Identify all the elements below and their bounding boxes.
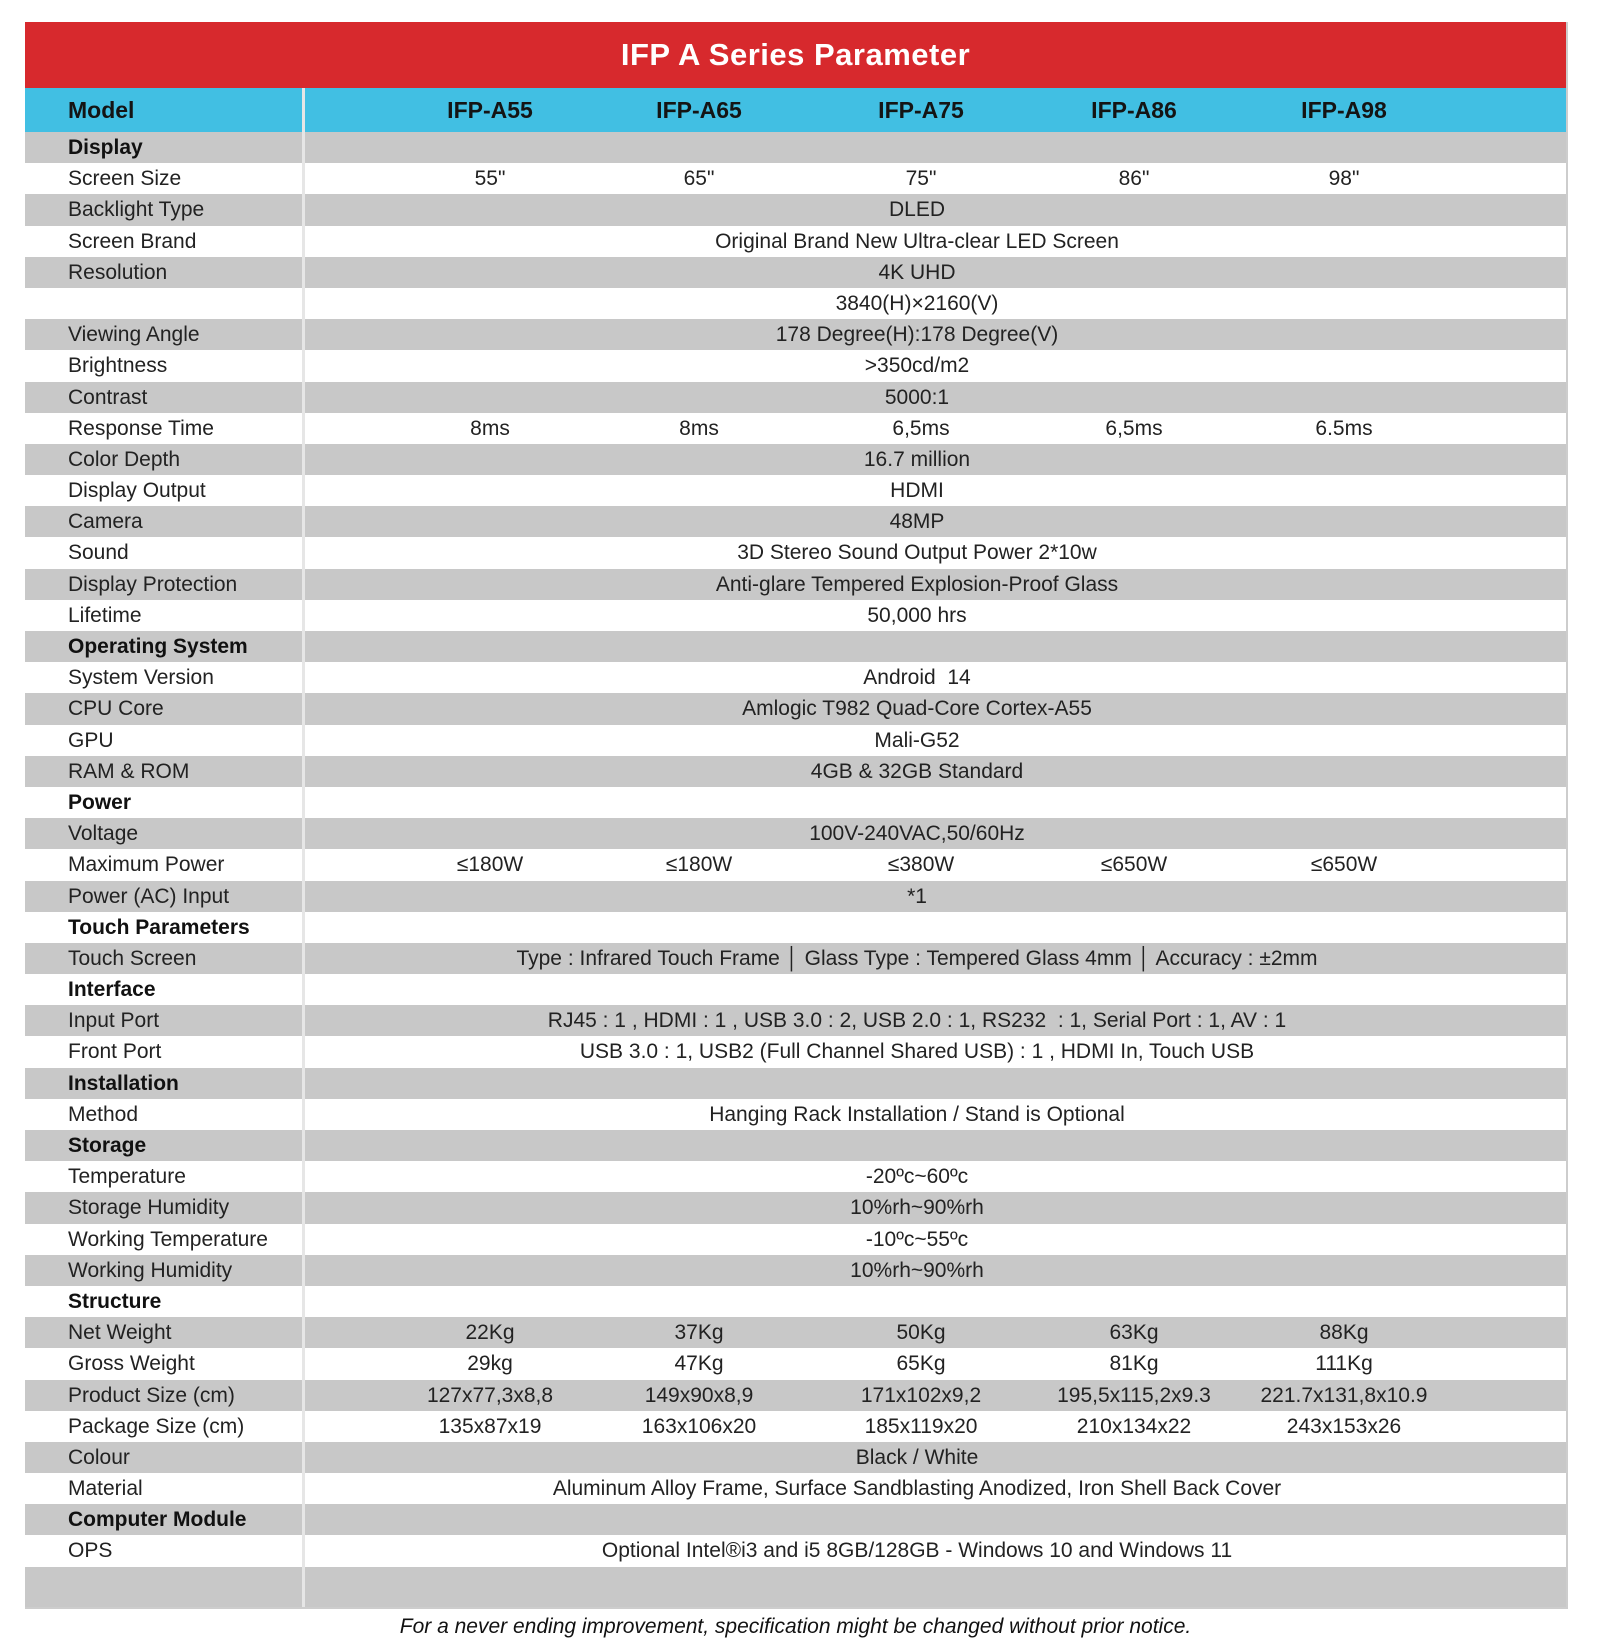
table-row xyxy=(25,1411,1566,1442)
section-row xyxy=(25,631,1566,662)
row-value-col1: 22Kg xyxy=(465,1321,515,1345)
row-value: HDMI xyxy=(890,479,944,503)
table-row xyxy=(25,693,1566,724)
row-label: Lifetime xyxy=(68,603,142,627)
row-label: Net Weight xyxy=(68,1321,172,1345)
row-value: Optional Intel®i3 and i5 8GB/128GB - Windows 10 and Windows 11 xyxy=(601,1539,1233,1563)
row-label: Material xyxy=(68,1477,143,1501)
row-value-col5: 88Kg xyxy=(1319,1321,1369,1345)
row-value: 4GB & 32GB Standard xyxy=(810,759,1024,783)
row-label: Method xyxy=(68,1102,139,1126)
table-row xyxy=(25,600,1566,631)
table-row xyxy=(25,1317,1566,1348)
row-value-col4: ≤650W xyxy=(1100,853,1168,877)
row-value-col2: 8ms xyxy=(679,416,719,440)
table-row xyxy=(25,1442,1566,1473)
row-value-col5: 6.5ms xyxy=(1315,416,1373,440)
table-row xyxy=(25,1161,1566,1192)
row-label: Working Humidity xyxy=(68,1258,233,1282)
table-row xyxy=(25,194,1566,225)
row-value-col2: 65" xyxy=(683,167,715,191)
row-label: Backlight Type xyxy=(68,198,205,222)
model-header-a86: IFP-A86 xyxy=(1091,97,1177,123)
row-value-col2: 37Kg xyxy=(674,1321,724,1345)
row-label: Contrast xyxy=(68,385,148,409)
model-header-a55: IFP-A55 xyxy=(447,97,533,123)
table-row xyxy=(25,1224,1566,1255)
row-label: Structure xyxy=(68,1289,162,1313)
row-value-col4: 210x134x22 xyxy=(1076,1414,1192,1438)
table-row xyxy=(25,569,1566,600)
row-label: Temperature xyxy=(68,1165,186,1189)
table-row xyxy=(25,1255,1566,1286)
row-label: Package Size (cm) xyxy=(68,1414,245,1438)
model-header-row xyxy=(25,88,1566,132)
section-row xyxy=(25,974,1566,1005)
row-label: Front Port xyxy=(68,1040,162,1064)
row-value: USB 3.0 : 1, USB2 (Full Channel Shared USB) : 1 , HDMI In, Touch USB xyxy=(579,1040,1255,1064)
row-value-col3: 185x119x20 xyxy=(864,1414,978,1438)
row-value: 5000:1 xyxy=(884,385,950,409)
model-header-a75: IFP-A75 xyxy=(878,97,964,123)
row-label: CPU Core xyxy=(68,697,164,721)
row-value: Black / White xyxy=(855,1445,979,1469)
table-row xyxy=(25,725,1566,756)
row-label: Product Size (cm) xyxy=(68,1383,235,1407)
row-label: Working Temperature xyxy=(68,1227,268,1251)
row-value: RJ45 : 1 , HDMI : 1 , USB 3.0 : 2, USB 2.0 : 1, RS232 : 1, Serial Port : 1, AV : 1 xyxy=(547,1009,1287,1033)
row-value: Mali-G52 xyxy=(874,728,960,752)
row-value-col4: 86" xyxy=(1118,167,1150,191)
row-label: Response Time xyxy=(68,416,214,440)
table-row xyxy=(25,413,1566,444)
row-value-col3: ≤380W xyxy=(887,853,955,877)
row-value-col5: 221.7x131,8x10.9 xyxy=(1260,1383,1428,1407)
table-row xyxy=(25,1192,1566,1223)
row-value: 3D Stereo Sound Output Power 2*10w xyxy=(737,541,1097,565)
footer-note: For a never ending improvement, specification might be changed without prior notice. xyxy=(399,1615,1192,1638)
model-column-header: Model xyxy=(68,97,135,123)
label-column-divider xyxy=(302,88,305,1607)
row-value-col2: 163x106x20 xyxy=(641,1414,757,1438)
row-value: 10%rh~90%rh xyxy=(850,1258,984,1282)
row-label: Touch Screen xyxy=(68,946,197,970)
row-value: Original Brand New Ultra-clear LED Screen xyxy=(715,229,1119,253)
row-value: 10%rh~90%rh xyxy=(850,1196,984,1220)
row-value-col3: 50Kg xyxy=(896,1321,946,1345)
row-value: 4K UHD xyxy=(878,260,956,284)
row-label: Viewing Angle xyxy=(68,323,200,347)
row-value-col1: 29kg xyxy=(467,1352,513,1376)
table-row xyxy=(25,1099,1566,1130)
table-row xyxy=(25,475,1566,506)
row-label: OPS xyxy=(68,1539,113,1563)
row-value-col3: 171x102x9,2 xyxy=(860,1383,982,1407)
table-row xyxy=(25,382,1566,413)
row-value: Anti-glare Tempered Explosion-Proof Glass xyxy=(715,572,1119,596)
table-row xyxy=(25,818,1566,849)
row-value-col4: 195,5x115,2x9.3 xyxy=(1057,1383,1211,1407)
row-label: Brightness xyxy=(68,354,168,378)
table-row xyxy=(25,1036,1566,1067)
spacer-row xyxy=(25,1567,1566,1607)
row-label: Sound xyxy=(68,541,129,565)
row-value-col3: 65Kg xyxy=(896,1352,946,1376)
row-value: 178 Degree(H):178 Degree(V) xyxy=(775,323,1059,347)
section-row xyxy=(25,1286,1566,1317)
section-row xyxy=(25,1068,1566,1099)
table-row xyxy=(25,537,1566,568)
row-label: Display xyxy=(68,136,143,159)
table-row xyxy=(25,849,1566,880)
row-label: Power (AC) Input xyxy=(68,884,230,908)
row-value-col4: 6,5ms xyxy=(1105,416,1163,440)
row-label: Input Port xyxy=(68,1009,160,1033)
row-value: 100V-240VAC,50/60Hz xyxy=(809,822,1025,846)
table-row xyxy=(25,163,1566,194)
table-row xyxy=(25,943,1566,974)
row-value-col5: 243x153x26 xyxy=(1286,1414,1402,1438)
row-value: Type : Infrared Touch Frame │ Glass Type : Tempered Glass 4mm │ Accuracy : ±2mm xyxy=(516,946,1318,970)
spec-rows xyxy=(25,132,1566,1607)
row-label: Screen Size xyxy=(68,167,182,191)
section-row xyxy=(25,787,1566,818)
table-row xyxy=(25,1380,1566,1411)
table-row xyxy=(25,257,1566,288)
row-label: Display Output xyxy=(68,479,206,503)
row-label: Colour xyxy=(68,1445,130,1469)
table-row xyxy=(25,1535,1566,1566)
row-value-col1: 55" xyxy=(474,167,506,191)
row-value: Aluminum Alloy Frame, Surface Sandblasting Anodized, Iron Shell Back Cover xyxy=(552,1477,1282,1501)
row-label: Color Depth xyxy=(68,447,181,471)
table-row xyxy=(25,881,1566,912)
row-label: Screen Brand xyxy=(68,229,197,253)
row-value: >350cd/m2 xyxy=(864,354,970,378)
row-label: System Version xyxy=(68,666,214,690)
row-value-col1: ≤180W xyxy=(456,853,524,877)
row-value: 48MP xyxy=(889,510,945,534)
row-label: GPU xyxy=(68,728,114,752)
row-value-col3: 75" xyxy=(905,167,937,191)
row-value: *1 xyxy=(907,884,927,908)
row-value-col1: 135x87x19 xyxy=(438,1414,542,1438)
row-value-col2: 47Kg xyxy=(674,1352,724,1376)
page-title: IFP A Series Parameter xyxy=(25,22,1566,88)
row-label: Interface xyxy=(68,978,156,1002)
row-value: DLED xyxy=(888,198,946,222)
table-row xyxy=(25,288,1566,319)
model-header-a98: IFP-A98 xyxy=(1301,97,1387,123)
row-value-col5: 98" xyxy=(1328,167,1360,191)
table-row xyxy=(25,1473,1566,1504)
row-label: Voltage xyxy=(68,822,139,846)
row-label: Maximum Power xyxy=(68,853,225,877)
table-row xyxy=(25,662,1566,693)
row-value: -10ºc~55ºc xyxy=(865,1227,969,1251)
row-label: Gross Weight xyxy=(68,1352,195,1376)
row-value-col1: 8ms xyxy=(470,416,510,440)
row-label: Camera xyxy=(68,510,143,534)
row-value-col3: 6,5ms xyxy=(892,416,950,440)
row-value: 16.7 million xyxy=(863,447,971,471)
table-row xyxy=(25,319,1566,350)
model-header-a65: IFP-A65 xyxy=(656,97,742,123)
row-label: Storage xyxy=(68,1134,147,1157)
row-value: Amlogic T982 Quad-Core Cortex-A55 xyxy=(742,697,1092,721)
row-value-col5: 111Kg xyxy=(1315,1352,1373,1376)
table-row xyxy=(25,444,1566,475)
row-label: Display Protection xyxy=(68,572,238,596)
table-row xyxy=(25,756,1566,787)
spec-table xyxy=(25,22,1568,1609)
row-value-col4: 81Kg xyxy=(1109,1352,1159,1376)
table-row xyxy=(25,350,1566,381)
section-row xyxy=(25,912,1566,943)
row-value: 50,000 hrs xyxy=(867,603,967,627)
row-label: Resolution xyxy=(68,260,168,284)
row-value: Android 14 xyxy=(863,666,971,690)
row-value-col5: ≤650W xyxy=(1310,853,1378,877)
table-row xyxy=(25,226,1566,257)
section-row xyxy=(25,1504,1566,1535)
row-value: Hanging Rack Installation / Stand is Optional xyxy=(709,1102,1125,1126)
section-row xyxy=(25,132,1566,163)
row-value-col2: 149x90x8,9 xyxy=(644,1383,754,1407)
row-value: 3840(H)×2160(V) xyxy=(835,291,999,315)
row-label: Power xyxy=(68,790,132,814)
section-row xyxy=(25,1130,1566,1161)
row-value-col1: 127x77,3x8,8 xyxy=(426,1383,554,1407)
table-row xyxy=(25,506,1566,537)
row-label: RAM & ROM xyxy=(68,759,190,783)
row-label: Operating System xyxy=(68,635,248,658)
table-row xyxy=(25,1348,1566,1379)
row-value-col2: ≤180W xyxy=(665,853,733,877)
row-label: Installation xyxy=(68,1071,179,1095)
table-row xyxy=(25,1005,1566,1036)
row-label: Touch Parameters xyxy=(68,915,250,939)
row-value: -20ºc~60ºc xyxy=(865,1165,969,1189)
row-label: Computer Module xyxy=(68,1508,247,1532)
row-value-col4: 63Kg xyxy=(1109,1321,1159,1345)
row-label: Storage Humidity xyxy=(68,1196,230,1220)
